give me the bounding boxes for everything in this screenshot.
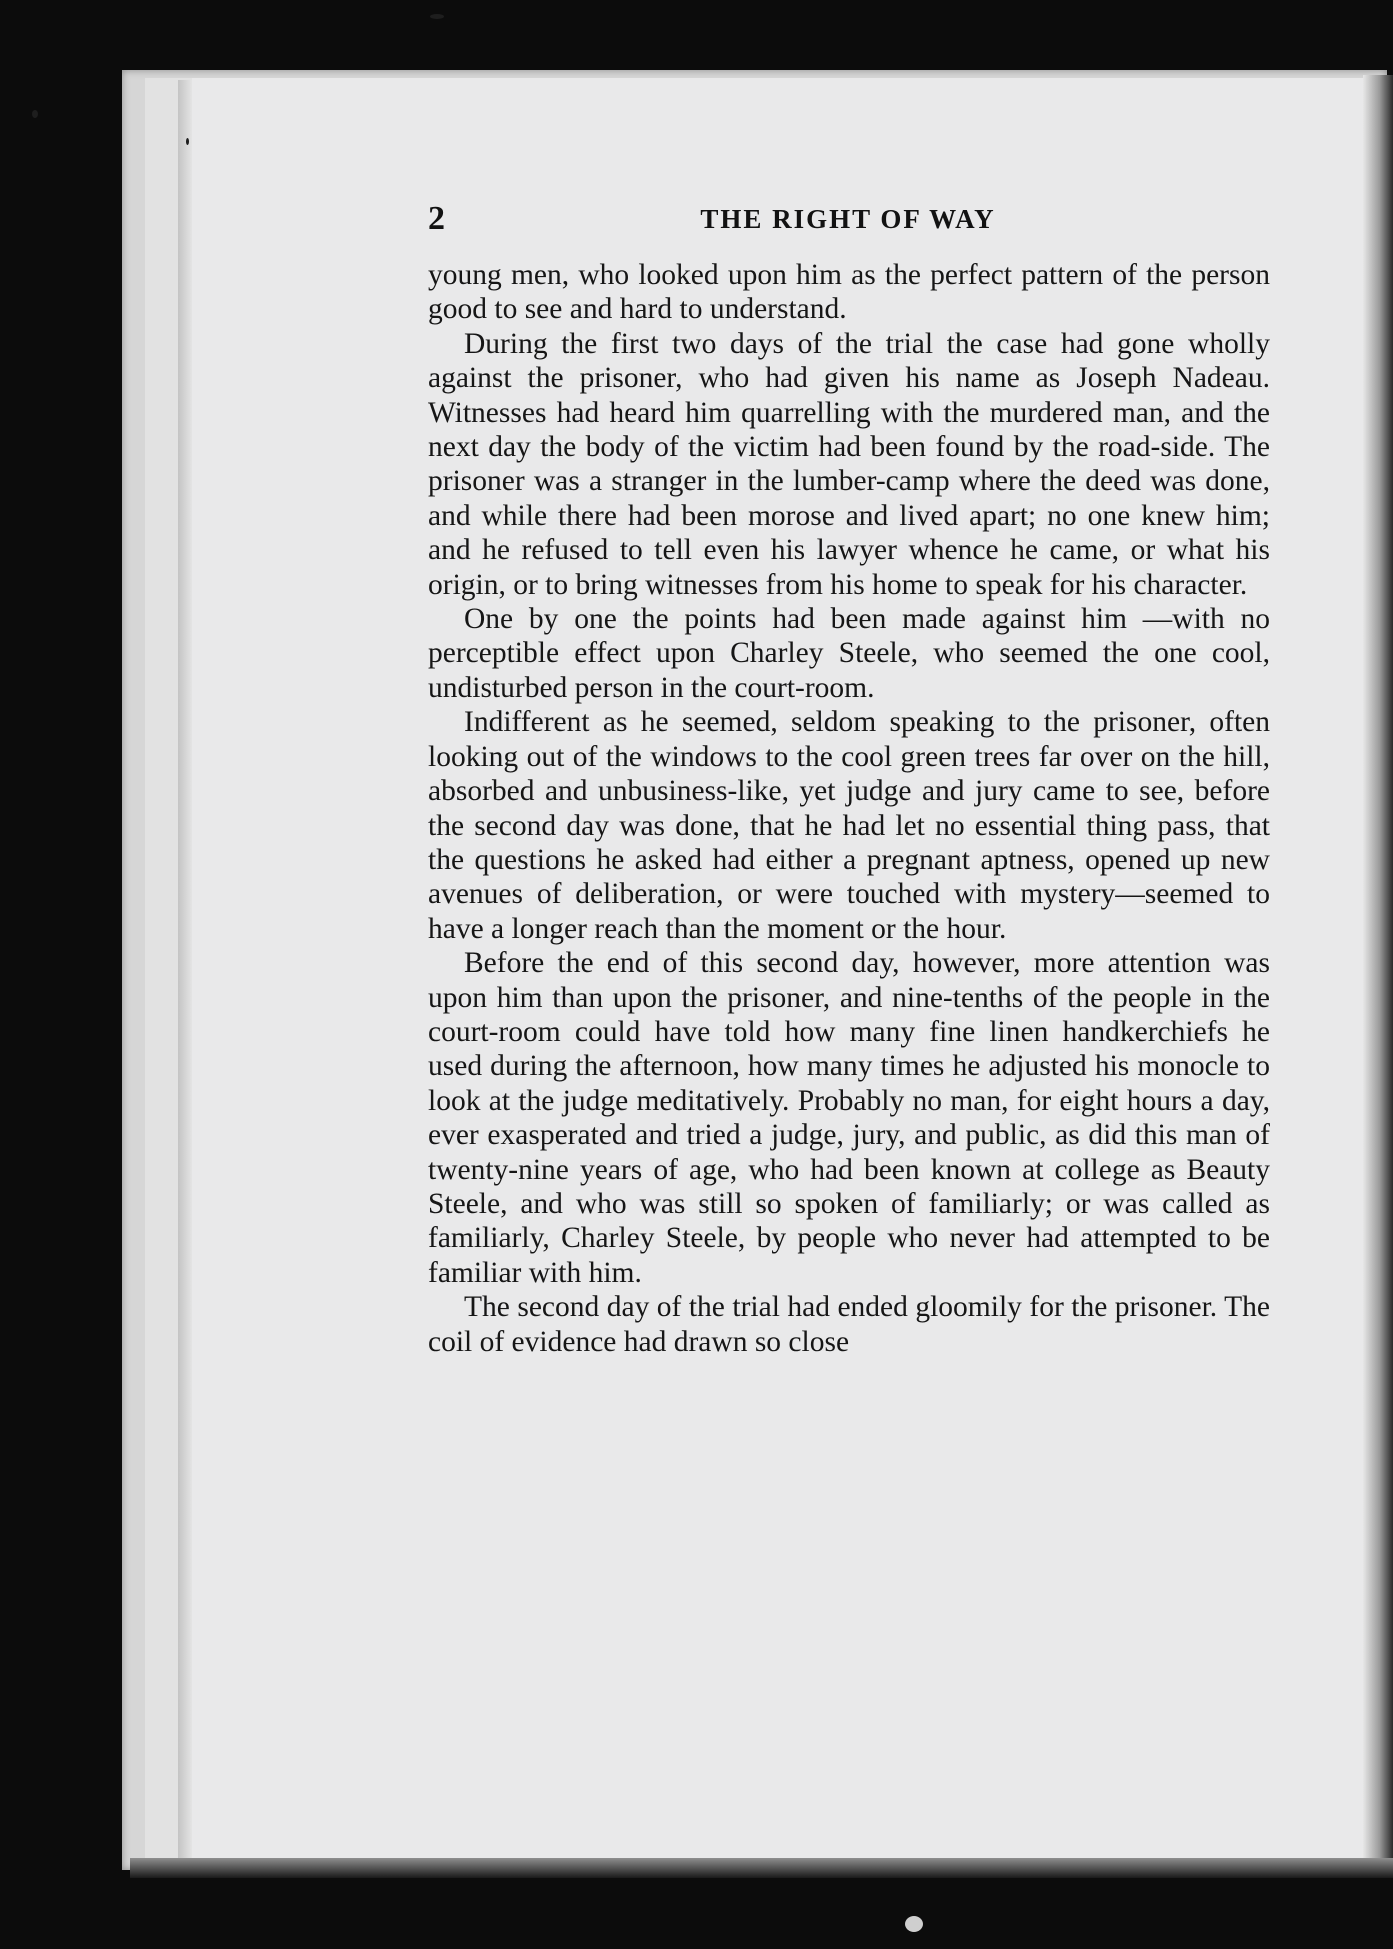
dust-speck — [905, 1916, 923, 1932]
bottom-edge-shadow — [130, 1858, 1393, 1878]
gutter-shadow — [1363, 75, 1393, 1875]
paragraph: Indifferent as he seemed, seldom speaking to the prisoner, often looking out of the windows to the cool green trees far over on the hill, absorbed and unbusiness-like, yet judge and jury came to see, before the second day was done, that he had let no essential thing pass, that the questions he asked had either a pregnant aptness, opened up new avenues of deliberation, or were touched with mystery—seemed to have a longer reach than the moment or the hour. — [428, 706, 1270, 945]
paragraph: One by one the points had been made against him —with no perceptible effect upon Charley Steele, who seemed the one cool, undisturbed person in the court-room. — [428, 603, 1270, 704]
dust-speck — [186, 138, 189, 145]
page-number: 2 — [428, 200, 445, 237]
paragraph: Before the end of this second day, however, more attention was upon him than upon the prisoner, and nine-tenths of the people in the court-room could have told how many fine linen handkerchiefs he used during the afternoon, how many times he adjusted his monocle to look at the judge meditatively. Probably no man, for eight hours a day, ever exasperated and tried a judge, jury, and public, as did this man of twenty-nine years of age, who had been known at college as Beauty Steele, and who was still so spoken of familiarly; or was called as familiarly, Charley Steele, by people who never had attempted to be familiar with him. — [428, 947, 1270, 1289]
paragraph: young men, who looked upon him as the perfect pattern of the person good to see and hard to understand. — [428, 259, 1270, 326]
dust-speck — [430, 14, 444, 19]
paragraph: During the first two days of the trial the case had gone wholly against the prisoner, who had given his name as Joseph Nadeau. Witnesses had heard him quarrelling with the murdered man, and the next day the body of the victim had been found by the road-side. The prisoner was a stranger in the lumber-camp where the deed was done, and while there had been morose and lived apart; no one knew him; and he refused to tell even his lawyer whence he came, or what his origin, or to bring witnesses from his home to speak for his character. — [428, 327, 1270, 601]
body-text — [428, 258, 1270, 1359]
dust-speck — [32, 110, 38, 118]
running-title: THE RIGHT OF WAY — [700, 204, 996, 234]
paragraph: The second day of the trial had ended gloomily for the prisoner. The coil of evidence had drawn so close — [428, 1291, 1270, 1358]
running-header — [428, 200, 1268, 240]
page-edge-shadow — [178, 80, 192, 1860]
